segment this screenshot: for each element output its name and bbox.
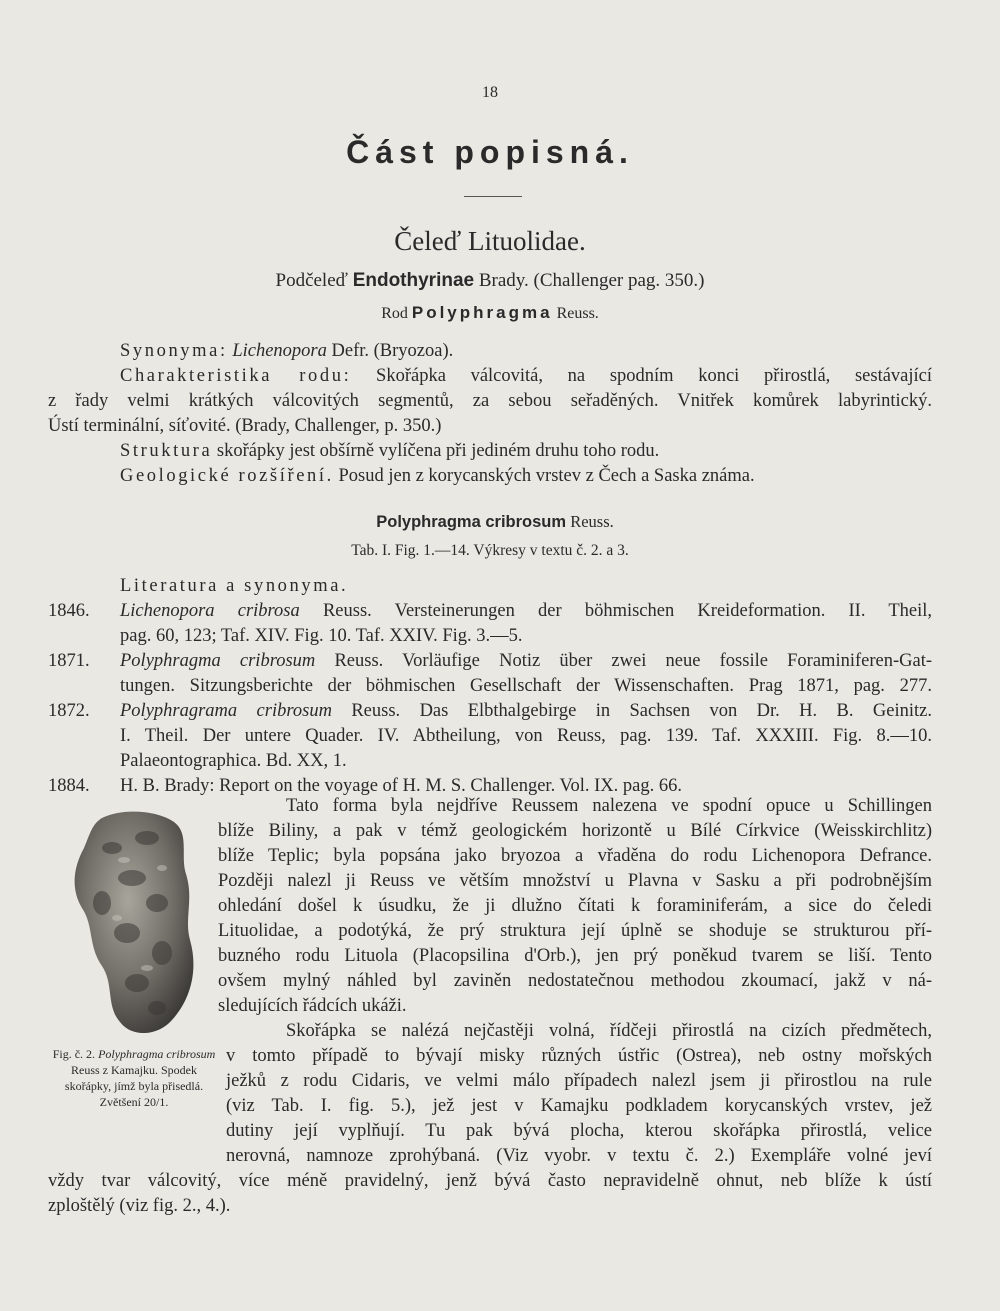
subfamily-name: Endothyrinae (352, 270, 475, 291)
synonyma-name: Lichenopora (232, 341, 327, 361)
paragraph2-line-6: nerovná, namnoze zprohýbaná. (Viz vyobr. v textu č. 2.) Exempláře volné jeví (226, 1146, 932, 1166)
paragraph2-line-8: zploštělý (viz fig. 2., 4.). (48, 1196, 231, 1216)
lit-entry-1872-line-3: Palaeontographica. Bd. XX, 1. (120, 751, 347, 771)
title-divider (464, 196, 522, 197)
lit-entry-1871-line-2: tungen. Sitzungsberichte der böhmischen Gesellschaft der Wissenschaften. Prag 1871, pag. 277. (120, 676, 932, 696)
charakteristika-text-1: Skořápka válcovitá, na spodním konci přirostlá, sestávající (376, 366, 933, 386)
lit-entry-1846-line-2: pag. 60, 123; Taf. XIV. Fig. 10. Taf. XXIV. Fig. 3.—5. (120, 626, 523, 646)
struktura-label: Struktura (120, 441, 213, 461)
synonyma-label: Synonyma: (120, 341, 228, 361)
charakteristika-label: Charakteristika rodu: (120, 366, 352, 386)
lit-entry-name: Polyphragrama cribrosum (120, 701, 332, 721)
subfamily-heading (0, 270, 980, 292)
synonyma-rest: Defr. (Bryozoa). (331, 341, 454, 361)
caption-prefix: Fig. č. 2. (52, 1047, 96, 1061)
paragraph1-line-1: Tato forma byla nejdříve Reussem nalezena ve spodní opuce u Schillingen (286, 796, 932, 816)
subfamily-suffix: Brady. (Challenger pag. 350.) (478, 270, 705, 291)
geologicke-label: Geologické rozšíření. (120, 466, 334, 486)
figure-caption (50, 1046, 218, 1110)
lit-entry-1872-line-1 (120, 701, 932, 722)
lit-year-1846: 1846. (48, 601, 90, 621)
paragraph2-line-4: (viz Tab. I. fig. 5.), jež jest v Kamajku podkladem korycanských vrstev, jež (226, 1096, 932, 1116)
table-reference: Tab. I. Fig. 1.—14. Výkresy v textu č. 2. a 3. (351, 542, 629, 559)
genus-name: Polyphragma (411, 303, 553, 322)
paragraph2-line-1: Skořápka se nalézá nejčastěji volná, řídčeji přirostlá na cizích předmětech, (286, 1021, 932, 1041)
fossil-figure (62, 808, 212, 1038)
species-heading (0, 512, 990, 532)
genus-author: Reuss. (556, 305, 599, 322)
struktura-text: skořápky jest obšírně vylíčena při jediném druhu toho rodu. (216, 441, 660, 461)
lit-entry-name: Polyphragma cribrosum (120, 651, 316, 671)
species-author: Reuss. (570, 512, 614, 531)
subfamily-prefix: Podčeleď (275, 270, 348, 291)
family-heading: Čeleď Lituolidae. (394, 226, 586, 256)
lit-entry-1884-line-1: H. B. Brady: Report on the voyage of H. M. S. Challenger. Vol. IX. pag. 66. (120, 776, 682, 796)
paragraph2-line-7: vždy tvar válcovitý, více méně pravidelný, jenž bývá často nepravidelně ohnut, neb blíže k ústí (48, 1171, 932, 1191)
lit-entry-text: Reuss. Das Elbthalgebirge in Sachsen von Dr. H. B. Geinitz. (351, 701, 932, 721)
charakteristika-line-3: Ústí terminální, síťovité. (Brady, Challenger, p. 350.) (48, 416, 442, 436)
synonyma-line (120, 341, 453, 362)
charakteristika-line-1 (120, 366, 932, 387)
species-name: Polyphragma cribrosum (376, 513, 567, 531)
paragraph2-line-5: dutiny její vyplňují. Tu pak bývá plocha, kterou skořápka přirostlá, velice (226, 1121, 932, 1141)
lit-entry-text: Reuss. Vorläufige Notiz über zwei neue fossile Foraminiferen-Gat- (334, 651, 932, 671)
lit-entry-1846-line-1 (120, 601, 932, 622)
paragraph1-line-2: blíže Biliny, a pak v témž geologickém horizontě u Bílé Církvice (Weisskirchlitz) (218, 821, 932, 841)
paragraph1-line-7: buzného rodu Lituola (Placopsilina d'Orb.), jen prý poněkud tvarem se liší. Tento (218, 946, 932, 966)
paragraph1-line-4: Později nalezl ji Reuss ve větším množství u Plavna v Sasku a při podrobnějším (218, 871, 932, 891)
lit-entry-text: Reuss. Versteinerungen der böhmischen Kreideformation. II. Theil, (322, 601, 932, 621)
lit-year-1871: 1871. (48, 651, 90, 671)
charakteristika-line-2: z řady velmi krátkých válcovitých segmentů, za sebou seřaděných. Vnitřek komůrek labyrintický. (48, 391, 932, 411)
paragraph1-line-5: ohledání došel k úsudku, že ji dlužno čítati k foraminiferám, a sice do čeledi (218, 896, 932, 916)
lit-entry-1871-line-1 (120, 651, 932, 672)
lit-entry-1872-line-2: I. Theil. Der untere Quader. IV. Abtheilung, von Reuss, pag. 139. Taf. XXXIII. Fig. 8.—10. (120, 726, 932, 746)
paragraph2-line-2: v tomto případě to bývají misky různých ústřic (Ostrea), neb ostny mořských (226, 1046, 932, 1066)
page-title: Část popisná. (346, 134, 634, 170)
geologicke-line (120, 466, 755, 487)
paragraph2-line-3: ježků z rodu Cidaris, ve velmi málo případech nalezl jsem ji přirostlou na rule (226, 1071, 932, 1091)
genus-prefix: Rod (381, 305, 408, 322)
geologicke-text: Posud jen z korycanských vrstev z Čech a Saska známa. (338, 466, 755, 486)
caption-text: Reuss z Kamajku. Spodek skořápky, jímž byla přisedlá. Zvětšení 20/1. (64, 1063, 204, 1109)
paragraph1-line-6: Lituolidae, a podotýká, že prý struktura její úplně se shoduje se strukturou pří- (218, 921, 932, 941)
literatura-heading: Literatura a synonyma. (120, 576, 349, 596)
lit-year-1872: 1872. (48, 701, 90, 721)
genus-heading (0, 303, 980, 323)
paragraph1-line-8: ovšem mylný náhled byl zaviněn nedostatečnou methodou zkoumací, jakž v ná- (218, 971, 932, 991)
struktura-line (120, 441, 659, 462)
paragraph1-line-3: blíže Teplic; byla popsána jako bryozoa a vřaděna do rodu Lichenopora Defrance. (218, 846, 932, 866)
lit-year-1884: 1884. (48, 776, 90, 796)
lit-entry-name: Lichenopora cribrosa (120, 601, 300, 621)
paragraph1-line-9: sledujících řádcích ukáži. (218, 996, 407, 1016)
page-number: 18 (482, 84, 498, 101)
caption-species: Polyphragma cribrosum (98, 1047, 216, 1061)
